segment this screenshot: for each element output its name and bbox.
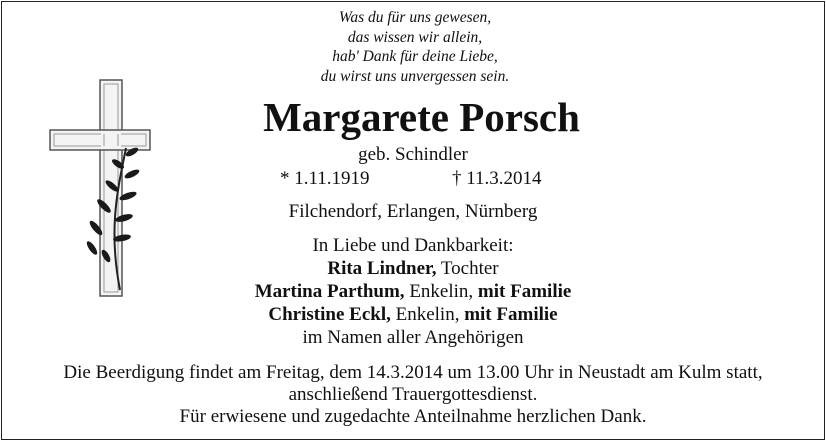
memorial-poem bbox=[280, 8, 550, 86]
mourners-intro: In Liebe und Dankbarkeit: bbox=[312, 235, 514, 256]
mourner-name: Christine Eckl, bbox=[268, 304, 391, 325]
mourner-extra: mit Familie bbox=[459, 304, 558, 325]
mourner-relation: Enkelin, bbox=[390, 304, 460, 325]
funeral-line: anschließend Trauergottesdienst. bbox=[288, 384, 538, 405]
funeral-line: Die Beerdigung findet am Freitag, dem 14.3.2014 um 13.00 Uhr in Neustadt am Kulm statt, bbox=[63, 362, 763, 383]
birth-date: * 1.11.1919 bbox=[280, 168, 370, 189]
funeral-line: Für erwiesene und zugedachte Anteilnahme herzlichen Dank. bbox=[179, 406, 647, 427]
places: Filchendorf, Erlangen, Nürnberg bbox=[288, 201, 538, 222]
funeral-info bbox=[0, 362, 826, 428]
cross-icon bbox=[48, 78, 153, 298]
poem-line: Was du für uns gewesen, bbox=[338, 9, 492, 26]
maiden-name: geb. Schindler bbox=[358, 144, 468, 165]
poem-line: hab' Dank für deine Liebe, bbox=[332, 48, 498, 65]
mourner-relation: Enkelin, bbox=[404, 281, 474, 302]
mourner-line bbox=[200, 304, 626, 326]
mourner-line bbox=[200, 281, 626, 303]
deceased-name: Margarete Porsch bbox=[263, 94, 580, 140]
poem-line: das wissen wir allein, bbox=[347, 28, 483, 46]
mourner-extra: mit Familie bbox=[473, 281, 572, 302]
mourner-line bbox=[200, 258, 626, 280]
mourner-name: Rita Lindner, bbox=[327, 258, 437, 279]
death-date: † 11.3.2014 bbox=[452, 168, 542, 189]
mourner-relation: Tochter bbox=[436, 258, 499, 279]
poem-line: du wirst uns unvergessen sein. bbox=[320, 67, 510, 85]
mourners-closing: im Namen aller Angehörigen bbox=[302, 327, 524, 348]
mourner-name: Martina Parthum, bbox=[254, 281, 405, 302]
